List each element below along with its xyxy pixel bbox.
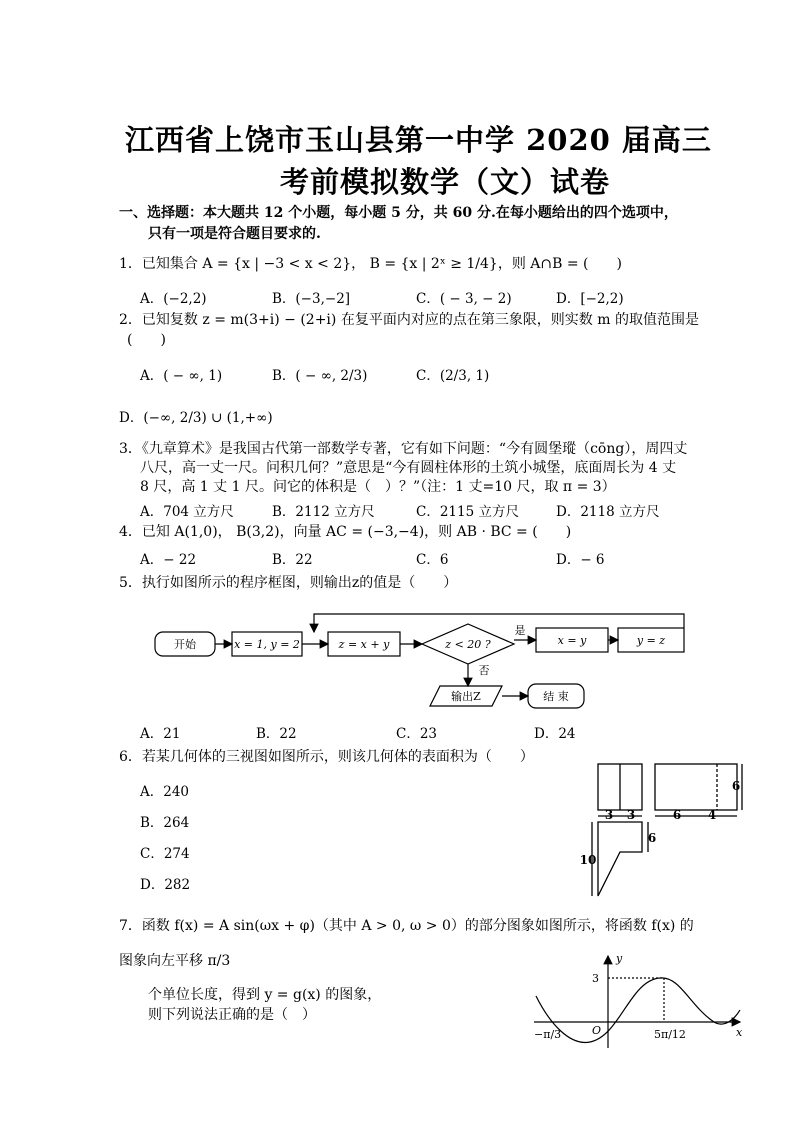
q3-option-b: B．2112 立方尺	[272, 504, 375, 520]
q3-stem-cont-2: 8 尺，高 1 丈 1 尺。问它的体积是（ ）？”（注：1 丈=10 尺，取 π = 3）	[140, 479, 616, 495]
dim-label-3b: 3	[626, 808, 636, 822]
q2-option-a: A．( − ∞, 1)	[140, 368, 223, 384]
flow-decision-label: z < 20 ?	[445, 638, 491, 651]
section-heading: 一、选择题：本大题共 12 个小题，每小题 5 分，共 60 分.在每小题给出的四个选项中，	[119, 205, 678, 221]
flow-start-label: 开始	[174, 638, 196, 651]
q7-stem-cont-2: 个单位长度，得到 y = g(x) 的图象，	[148, 987, 382, 1003]
q2-option-b: B．( − ∞, 2/3)	[272, 368, 368, 384]
dim-label-3a: 3	[604, 808, 614, 822]
section-heading-cont: 只有一项是符合题目要求的.	[148, 226, 321, 242]
q6-option-d: D．282	[140, 877, 191, 893]
q7-sine-graph	[530, 950, 750, 1050]
graph-peak-label: 3	[592, 972, 599, 985]
q6-stem: 6．若某几何体的三视图如图所示，则该几何体的表面积为（ ）	[119, 749, 534, 765]
title-line-1: 江西省上饶市玉山县第一中学 2020 届高三	[125, 123, 712, 157]
dim-label-6-side: 6	[731, 779, 741, 793]
q1-stem: 1．已知集合 A = {x | −3 < x < 2}， B = {x | 2ˣ ≥ 1/4}，则 A∩B = ( )	[119, 256, 622, 272]
q4-option-b: B．22	[272, 552, 313, 568]
dim-label-4: 4	[707, 808, 717, 822]
flow-yes-label: 是	[514, 624, 526, 637]
q7-stem-cont-3: 则下列说法正确的是（ ）	[148, 1007, 316, 1023]
q3-option-c: C．2115 立方尺	[416, 504, 519, 520]
q5-flowchart	[150, 610, 690, 710]
q7-stem-cont-1: 图象向左平移 π/3	[119, 953, 231, 969]
q2-stem: 2．已知复数 z = m(3+i) − (2+i) 在复平面内对应的点在第三象限，则实数 m 的取值范围是	[119, 312, 699, 328]
graph-right-label: 5π/12	[654, 1028, 686, 1041]
graph-y-label: y	[616, 952, 623, 965]
dim-label-6-top: 6	[647, 831, 657, 845]
flow-assign-x-label: x = y	[557, 634, 587, 647]
q3-option-a: A．704 立方尺	[140, 504, 234, 520]
graph-origin-label: O	[592, 1024, 602, 1037]
q6-option-a: A．240	[140, 784, 190, 800]
flow-no-label: 否	[478, 664, 490, 677]
q5-option-d: D．24	[534, 726, 576, 742]
q4-option-c: C．6	[416, 552, 449, 568]
q3-option-d: D．2118 立方尺	[556, 504, 660, 520]
flow-output-label: 输出Z	[451, 690, 481, 703]
q5-option-a: A．21	[140, 726, 181, 742]
q2-option-d: D．(−∞, 2/3) ∪ (1,+∞)	[119, 410, 273, 426]
flow-calc-label: z = x + y	[338, 638, 390, 651]
q4-stem: 4．已知 A(1,0)， B(3,2)，向量 AC = (−3,−4)，则 AB · BC = ( )	[119, 524, 572, 540]
flow-assign-y-label: y = z	[636, 634, 666, 647]
q4-option-d: D．− 6	[556, 552, 605, 568]
q4-option-a: A．− 22	[140, 552, 197, 568]
q1-option-c: C．( − 3, − 2)	[416, 291, 512, 307]
graph-x-label: x	[736, 1026, 743, 1039]
flow-end-label: 结 束	[543, 690, 569, 703]
q2-stem-cont: ( )	[127, 332, 166, 348]
q7-stem: 7．函数 f(x) = A sin(ωx + φ)（其中 A > 0, ω > 0）的部分图象如图所示，将函数 f(x) 的	[119, 918, 694, 934]
q2-option-c: C．(2/3, 1)	[416, 368, 490, 384]
q1-option-d: D．[−2,2)	[556, 291, 624, 307]
q5-option-c: C．23	[396, 726, 438, 742]
q6-option-c: C．274	[140, 846, 190, 862]
dim-label-6-front: 6	[672, 808, 682, 822]
q6-option-b: B．264	[140, 815, 190, 831]
q1-option-b: B．(−3,−2]	[272, 291, 351, 307]
flow-init-label: x = 1, y = 2	[234, 638, 300, 651]
title-line-2: 考前模拟数学（文）试卷	[280, 165, 611, 199]
q3-stem-cont-1: 八尺，高一丈一尺。问积几何？”意思是“今有圆柱体形的土筑小城堡，底面周长为 4 丈	[140, 460, 677, 476]
graph-left-label: −π/3	[534, 1028, 562, 1041]
q1-option-a: A．(−2,2)	[140, 291, 207, 307]
dim-label-10: 10	[579, 853, 597, 867]
q5-stem: 5．执行如图所示的程序框图，则输出z的值是（ ）	[119, 575, 458, 591]
q5-option-b: B．22	[256, 726, 297, 742]
q6-three-view-figure	[576, 758, 748, 902]
q3-stem: 3．《九章算术》是我国古代第一部数学专著，它有如下问题：“今有圆堡瑽（cōng），周四丈	[119, 441, 688, 457]
